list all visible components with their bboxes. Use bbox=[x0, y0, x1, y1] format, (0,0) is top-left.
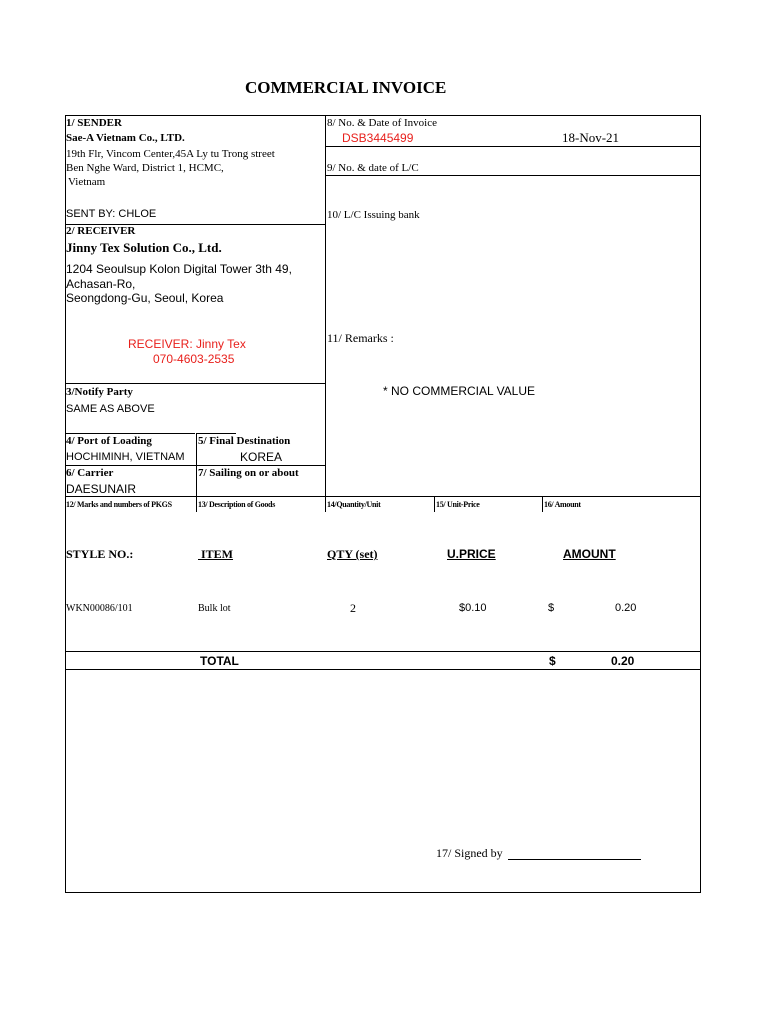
frame-right bbox=[700, 115, 701, 893]
sailing-label: 7/ Sailing on or about bbox=[198, 467, 299, 479]
port-vertical bbox=[196, 433, 197, 496]
invoice-divider bbox=[325, 146, 701, 147]
item-column-title: ITEM bbox=[198, 547, 234, 561]
port-loading-label: 4/ Port of Loading bbox=[66, 435, 152, 447]
total-label: TOTAL bbox=[200, 654, 239, 668]
amount-header: 16/ Amount bbox=[544, 500, 581, 509]
receiver-address-2: Achasan-Ro, bbox=[66, 277, 136, 291]
total-currency: $ bbox=[549, 654, 556, 668]
receiver-label: 2/ RECEIVER bbox=[66, 225, 136, 237]
sent-by: SENT BY: CHLOE bbox=[66, 208, 157, 220]
sender-address-3: Vietnam bbox=[68, 176, 106, 188]
total-top-line bbox=[65, 651, 701, 652]
frame-top bbox=[65, 115, 701, 116]
description-header: 13/ Description of Goods bbox=[198, 500, 276, 509]
goods-header-divider bbox=[65, 496, 701, 497]
goods-col-4 bbox=[542, 496, 543, 512]
amount-column-title: AMOUNT bbox=[563, 547, 616, 561]
row-amount: 0.20 bbox=[615, 602, 637, 614]
signature-line bbox=[508, 859, 641, 860]
invoice-title: COMMERCIAL INVOICE bbox=[245, 78, 447, 97]
remarks-text: * NO COMMERCIAL VALUE bbox=[383, 384, 536, 398]
notify-value: SAME AS ABOVE bbox=[66, 403, 155, 415]
invoice-date: 18-Nov-21 bbox=[562, 130, 620, 145]
receiver-contact-phone: 070-4603-2535 bbox=[153, 352, 235, 366]
row-item: Bulk lot bbox=[198, 603, 231, 614]
row-style: WKN00086/101 bbox=[66, 603, 133, 614]
notify-divider bbox=[65, 433, 195, 434]
receiver-divider bbox=[65, 383, 326, 384]
receiver-address-3: Seongdong-Gu, Seoul, Korea bbox=[66, 291, 224, 305]
lc-label: 9/ No. & date of L/C bbox=[327, 162, 419, 174]
quantity-header: 14/Quantity/Unit bbox=[327, 500, 381, 509]
invoice-label: 8/ No. & Date of Invoice bbox=[327, 117, 437, 129]
final-destination-label: 5/ Final Destination bbox=[198, 435, 291, 447]
row-qty: 2 bbox=[350, 601, 356, 615]
sender-address-1: 19th Flr, Vincom Center,45A Ly tu Trong street bbox=[66, 148, 275, 160]
middle-divider bbox=[325, 115, 326, 496]
frame-bottom bbox=[65, 892, 701, 893]
notify-label: 3/Notify Party bbox=[66, 386, 133, 398]
unit-price-header: 15/ Unit-Price bbox=[436, 500, 480, 509]
issuing-bank-label: 10/ L/C Issuing bank bbox=[327, 209, 420, 221]
port-loading-value: HOCHIMINH, VIETNAM bbox=[66, 451, 185, 463]
row-uprice: $0.10 bbox=[459, 602, 487, 614]
style-column-title: STYLE NO.: bbox=[66, 547, 134, 561]
carrier-value: DAESUNAIR bbox=[66, 482, 137, 496]
lc-divider bbox=[325, 175, 701, 176]
row-currency: $ bbox=[548, 602, 555, 614]
goods-col-2 bbox=[325, 496, 326, 512]
goods-col-3 bbox=[434, 496, 435, 512]
sender-label: 1/ SENDER bbox=[66, 117, 122, 129]
receiver-address-1: 1204 Seoulsup Kolon Digital Tower 3th 49, bbox=[66, 262, 292, 276]
total-bottom-line bbox=[65, 669, 701, 670]
receiver-contact-name: RECEIVER: Jinny Tex bbox=[128, 337, 246, 351]
qty-column-title: QTY (set) bbox=[327, 547, 378, 561]
signed-by-label: 17/ Signed by bbox=[436, 846, 503, 860]
total-amount: 0.20 bbox=[611, 654, 635, 668]
final-destination-value: KOREA bbox=[240, 450, 283, 464]
marks-header: 12/ Marks and numbers of PKGS bbox=[66, 500, 172, 509]
invoice-number: DSB3445499 bbox=[342, 131, 414, 145]
goods-col-1 bbox=[196, 496, 197, 512]
carrier-label: 6/ Carrier bbox=[66, 467, 114, 479]
uprice-column-title: U.PRICE bbox=[447, 547, 496, 561]
remarks-label: 11/ Remarks : bbox=[327, 331, 394, 345]
receiver-company: Jinny Tex Solution Co., Ltd. bbox=[66, 240, 222, 255]
sender-company: Sae-A Vietnam Co., LTD. bbox=[66, 132, 185, 144]
sender-address-2: Ben Nghe Ward, District 1, HCMC, bbox=[66, 162, 224, 174]
destination-divider bbox=[196, 433, 236, 434]
